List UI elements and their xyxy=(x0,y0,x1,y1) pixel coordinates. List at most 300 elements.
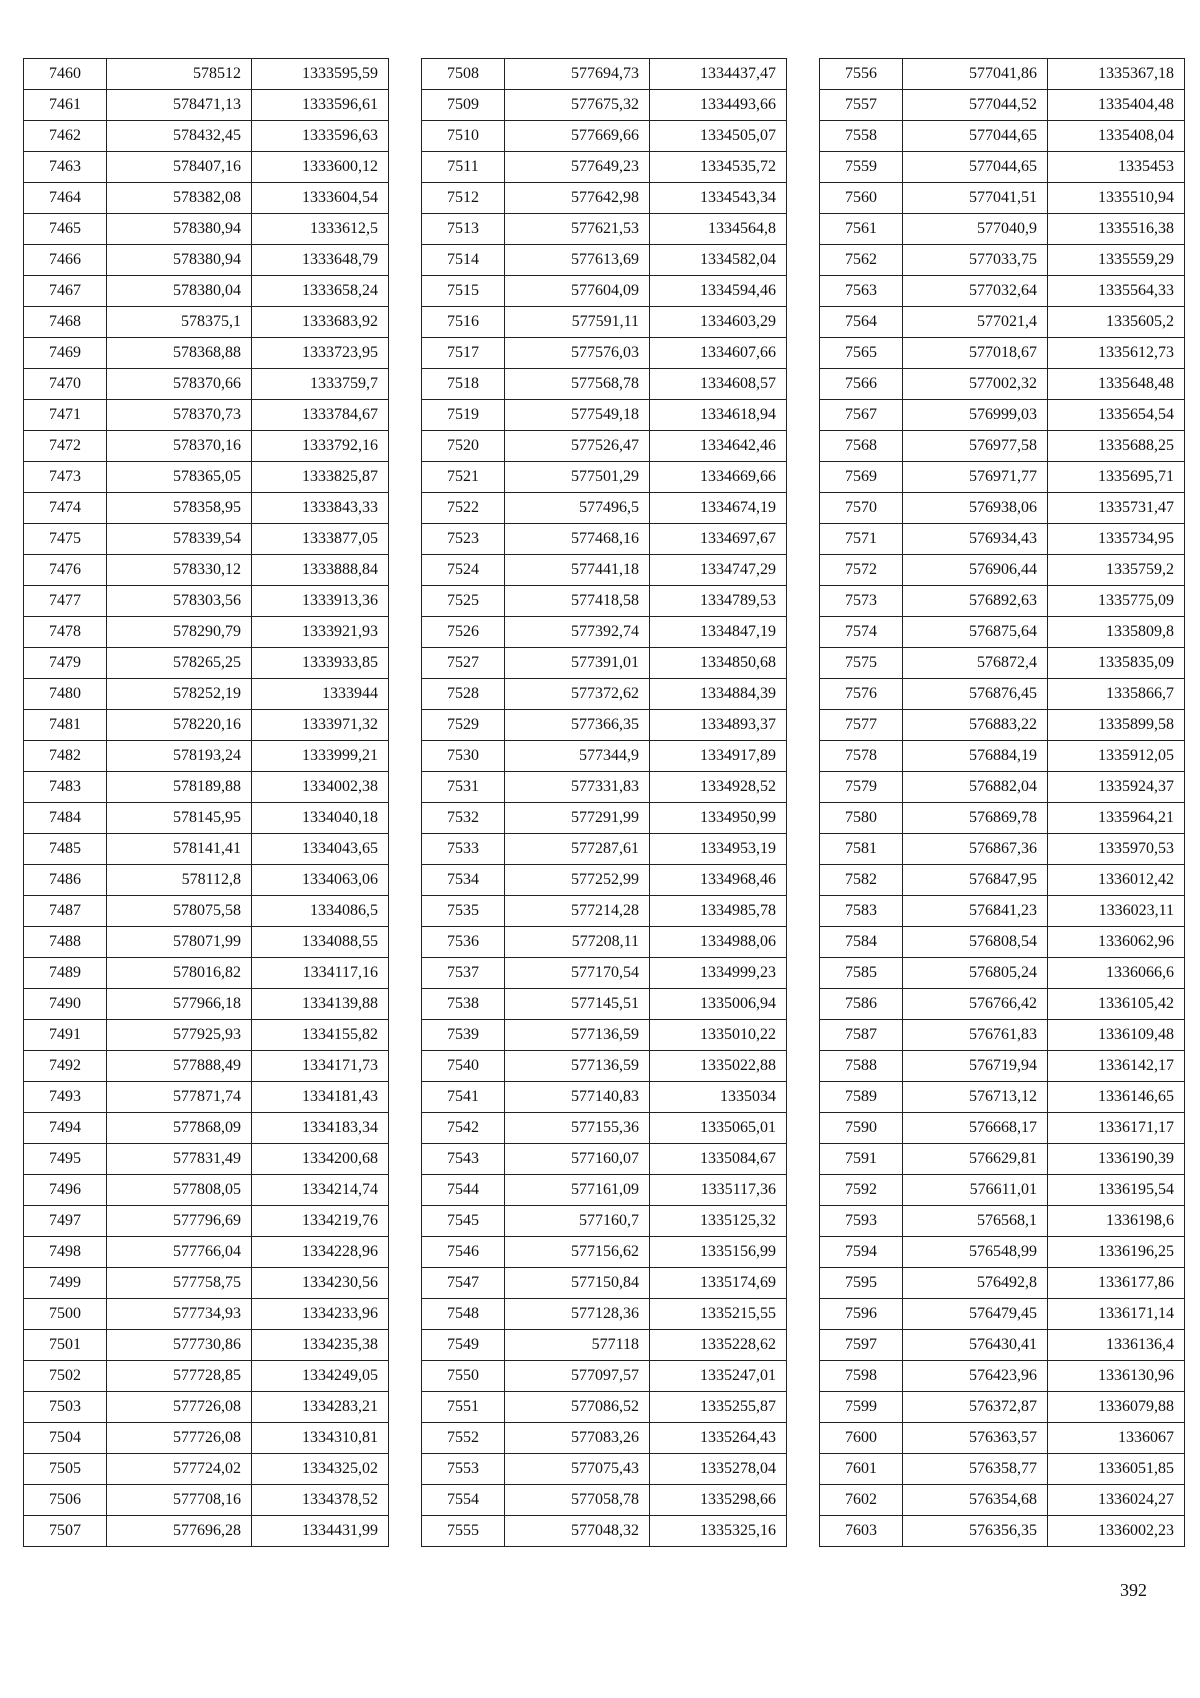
table-row xyxy=(820,1299,1185,1330)
x-coordinate-cell: 576423,96 xyxy=(903,1361,1048,1392)
y-coordinate-cell: 1335298,66 xyxy=(650,1485,787,1516)
x-coordinate-cell: 577136,59 xyxy=(505,1020,650,1051)
x-coordinate-cell: 577966,18 xyxy=(107,989,252,1020)
x-coordinate-cell: 578303,56 xyxy=(107,586,252,617)
table-row xyxy=(24,617,389,648)
x-coordinate-cell: 577549,18 xyxy=(505,400,650,431)
x-coordinate-cell: 576766,42 xyxy=(903,989,1048,1020)
table-row xyxy=(422,338,787,369)
table-row xyxy=(422,927,787,958)
y-coordinate-cell: 1333888,84 xyxy=(252,555,389,586)
y-coordinate-cell: 1335174,69 xyxy=(650,1268,787,1299)
table-row xyxy=(422,1113,787,1144)
point-number-cell: 7594 xyxy=(820,1237,903,1268)
point-number-cell: 7481 xyxy=(24,710,107,741)
x-coordinate-cell: 577018,67 xyxy=(903,338,1048,369)
y-coordinate-cell: 1334884,39 xyxy=(650,679,787,710)
y-coordinate-cell: 1333843,33 xyxy=(252,493,389,524)
point-number-cell: 7552 xyxy=(422,1423,505,1454)
point-number-cell: 7566 xyxy=(820,369,903,400)
table-row xyxy=(24,369,389,400)
y-coordinate-cell: 1335453 xyxy=(1048,152,1185,183)
point-number-cell: 7571 xyxy=(820,524,903,555)
x-coordinate-cell: 577621,53 xyxy=(505,214,650,245)
table-row xyxy=(422,1299,787,1330)
table-row xyxy=(422,958,787,989)
y-coordinate-cell: 1335215,55 xyxy=(650,1299,787,1330)
y-coordinate-cell: 1335367,18 xyxy=(1048,59,1185,90)
y-coordinate-cell: 1334950,99 xyxy=(650,803,787,834)
y-coordinate-cell: 1335648,48 xyxy=(1048,369,1185,400)
x-coordinate-cell: 578380,04 xyxy=(107,276,252,307)
table-row xyxy=(422,1020,787,1051)
table-row xyxy=(24,1268,389,1299)
x-coordinate-cell: 576372,87 xyxy=(903,1392,1048,1423)
point-number-cell: 7530 xyxy=(422,741,505,772)
table-row xyxy=(422,276,787,307)
point-number-cell: 7586 xyxy=(820,989,903,1020)
y-coordinate-cell: 1334088,55 xyxy=(252,927,389,958)
y-coordinate-cell: 1336130,96 xyxy=(1048,1361,1185,1392)
x-coordinate-cell: 576971,77 xyxy=(903,462,1048,493)
y-coordinate-cell: 1334747,29 xyxy=(650,555,787,586)
point-number-cell: 7535 xyxy=(422,896,505,927)
point-number-cell: 7518 xyxy=(422,369,505,400)
x-coordinate-cell: 578471,13 xyxy=(107,90,252,121)
y-coordinate-cell: 1336196,25 xyxy=(1048,1237,1185,1268)
x-coordinate-cell: 576719,94 xyxy=(903,1051,1048,1082)
table-row xyxy=(820,1051,1185,1082)
table-row xyxy=(24,772,389,803)
table-row xyxy=(422,1454,787,1485)
point-number-cell: 7570 xyxy=(820,493,903,524)
y-coordinate-cell: 1334063,06 xyxy=(252,865,389,896)
y-coordinate-cell: 1334674,19 xyxy=(650,493,787,524)
y-coordinate-cell: 1334543,34 xyxy=(650,183,787,214)
table-row xyxy=(820,958,1185,989)
point-number-cell: 7534 xyxy=(422,865,505,896)
table-row xyxy=(422,648,787,679)
y-coordinate-cell: 1334985,78 xyxy=(650,896,787,927)
x-coordinate-cell: 577734,93 xyxy=(107,1299,252,1330)
x-coordinate-cell: 578189,88 xyxy=(107,772,252,803)
table-row xyxy=(24,1299,389,1330)
x-coordinate-cell: 578407,16 xyxy=(107,152,252,183)
x-coordinate-cell: 576358,77 xyxy=(903,1454,1048,1485)
x-coordinate-cell: 577291,99 xyxy=(505,803,650,834)
point-number-cell: 7472 xyxy=(24,431,107,462)
point-number-cell: 7513 xyxy=(422,214,505,245)
table-row xyxy=(422,803,787,834)
table-row xyxy=(422,1361,787,1392)
y-coordinate-cell: 1335117,36 xyxy=(650,1175,787,1206)
point-number-cell: 7471 xyxy=(24,400,107,431)
x-coordinate-cell: 578220,16 xyxy=(107,710,252,741)
table-row xyxy=(820,1144,1185,1175)
point-number-cell: 7474 xyxy=(24,493,107,524)
y-coordinate-cell: 1334200,68 xyxy=(252,1144,389,1175)
table-row xyxy=(24,1485,389,1516)
point-number-cell: 7575 xyxy=(820,648,903,679)
coordinates-table-2 xyxy=(421,58,787,1547)
x-coordinate-cell: 578358,95 xyxy=(107,493,252,524)
x-coordinate-cell: 578368,88 xyxy=(107,338,252,369)
point-number-cell: 7558 xyxy=(820,121,903,152)
point-number-cell: 7477 xyxy=(24,586,107,617)
x-coordinate-cell: 576808,54 xyxy=(903,927,1048,958)
x-coordinate-cell: 578141,41 xyxy=(107,834,252,865)
y-coordinate-cell: 1334564,8 xyxy=(650,214,787,245)
x-coordinate-cell: 577766,04 xyxy=(107,1237,252,1268)
point-number-cell: 7595 xyxy=(820,1268,903,1299)
table-row xyxy=(820,276,1185,307)
x-coordinate-cell: 577796,69 xyxy=(107,1206,252,1237)
y-coordinate-cell: 1333596,61 xyxy=(252,90,389,121)
table-row xyxy=(422,865,787,896)
point-number-cell: 7528 xyxy=(422,679,505,710)
x-coordinate-cell: 577252,99 xyxy=(505,865,650,896)
table-row xyxy=(24,989,389,1020)
table-row xyxy=(24,1175,389,1206)
table-row xyxy=(422,586,787,617)
table-row xyxy=(24,1423,389,1454)
y-coordinate-cell: 1335010,22 xyxy=(650,1020,787,1051)
table-row xyxy=(422,1485,787,1516)
table-row xyxy=(820,1361,1185,1392)
x-coordinate-cell: 578339,54 xyxy=(107,524,252,555)
x-coordinate-cell: 578365,05 xyxy=(107,462,252,493)
x-coordinate-cell: 576847,95 xyxy=(903,865,1048,896)
table-row xyxy=(24,1392,389,1423)
x-coordinate-cell: 576430,41 xyxy=(903,1330,1048,1361)
y-coordinate-cell: 1334642,46 xyxy=(650,431,787,462)
table-row xyxy=(24,1020,389,1051)
table-row xyxy=(422,493,787,524)
x-coordinate-cell: 576892,63 xyxy=(903,586,1048,617)
x-coordinate-cell: 578112,8 xyxy=(107,865,252,896)
x-coordinate-cell: 578380,94 xyxy=(107,214,252,245)
y-coordinate-cell: 1336190,39 xyxy=(1048,1144,1185,1175)
x-coordinate-cell: 577208,11 xyxy=(505,927,650,958)
y-coordinate-cell: 1333596,63 xyxy=(252,121,389,152)
y-coordinate-cell: 1334155,82 xyxy=(252,1020,389,1051)
y-coordinate-cell: 1333877,05 xyxy=(252,524,389,555)
point-number-cell: 7508 xyxy=(422,59,505,90)
table-row xyxy=(24,865,389,896)
y-coordinate-cell: 1335255,87 xyxy=(650,1392,787,1423)
table-row xyxy=(422,1268,787,1299)
table-row xyxy=(422,989,787,1020)
x-coordinate-cell: 576713,12 xyxy=(903,1082,1048,1113)
point-number-cell: 7514 xyxy=(422,245,505,276)
table-row xyxy=(24,927,389,958)
y-coordinate-cell: 1335516,38 xyxy=(1048,214,1185,245)
y-coordinate-cell: 1334378,52 xyxy=(252,1485,389,1516)
point-number-cell: 7564 xyxy=(820,307,903,338)
point-number-cell: 7560 xyxy=(820,183,903,214)
x-coordinate-cell: 576869,78 xyxy=(903,803,1048,834)
point-number-cell: 7512 xyxy=(422,183,505,214)
point-number-cell: 7464 xyxy=(24,183,107,214)
point-number-cell: 7486 xyxy=(24,865,107,896)
y-coordinate-cell: 1334233,96 xyxy=(252,1299,389,1330)
x-coordinate-cell: 577724,02 xyxy=(107,1454,252,1485)
x-coordinate-cell: 576805,24 xyxy=(903,958,1048,989)
y-coordinate-cell: 1334594,46 xyxy=(650,276,787,307)
y-coordinate-cell: 1334235,38 xyxy=(252,1330,389,1361)
table-row xyxy=(820,1237,1185,1268)
x-coordinate-cell: 577642,98 xyxy=(505,183,650,214)
point-number-cell: 7582 xyxy=(820,865,903,896)
y-coordinate-cell: 1336198,6 xyxy=(1048,1206,1185,1237)
table-row xyxy=(422,1175,787,1206)
point-number-cell: 7554 xyxy=(422,1485,505,1516)
x-coordinate-cell: 578382,08 xyxy=(107,183,252,214)
table-row xyxy=(820,927,1185,958)
y-coordinate-cell: 1334505,07 xyxy=(650,121,787,152)
x-coordinate-cell: 576668,17 xyxy=(903,1113,1048,1144)
x-coordinate-cell: 576363,57 xyxy=(903,1423,1048,1454)
y-coordinate-cell: 1334219,76 xyxy=(252,1206,389,1237)
table-row xyxy=(820,152,1185,183)
y-coordinate-cell: 1336109,48 xyxy=(1048,1020,1185,1051)
point-number-cell: 7567 xyxy=(820,400,903,431)
table-row xyxy=(422,1051,787,1082)
point-number-cell: 7602 xyxy=(820,1485,903,1516)
point-number-cell: 7498 xyxy=(24,1237,107,1268)
point-number-cell: 7476 xyxy=(24,555,107,586)
x-coordinate-cell: 576548,99 xyxy=(903,1237,1048,1268)
x-coordinate-cell: 577526,47 xyxy=(505,431,650,462)
x-coordinate-cell: 577613,69 xyxy=(505,245,650,276)
y-coordinate-cell: 1334928,52 xyxy=(650,772,787,803)
point-number-cell: 7601 xyxy=(820,1454,903,1485)
point-number-cell: 7467 xyxy=(24,276,107,307)
point-number-cell: 7494 xyxy=(24,1113,107,1144)
x-coordinate-cell: 577002,32 xyxy=(903,369,1048,400)
x-coordinate-cell: 578370,66 xyxy=(107,369,252,400)
table-row xyxy=(24,1237,389,1268)
point-number-cell: 7510 xyxy=(422,121,505,152)
table-row xyxy=(24,586,389,617)
table-row xyxy=(422,369,787,400)
y-coordinate-cell: 1334493,66 xyxy=(650,90,787,121)
point-number-cell: 7469 xyxy=(24,338,107,369)
table-row xyxy=(24,1082,389,1113)
x-coordinate-cell: 577044,65 xyxy=(903,152,1048,183)
point-number-cell: 7561 xyxy=(820,214,903,245)
x-coordinate-cell: 576882,04 xyxy=(903,772,1048,803)
x-coordinate-cell: 577048,32 xyxy=(505,1516,650,1547)
point-number-cell: 7539 xyxy=(422,1020,505,1051)
point-number-cell: 7531 xyxy=(422,772,505,803)
table-row xyxy=(24,1330,389,1361)
y-coordinate-cell: 1333612,5 xyxy=(252,214,389,245)
y-coordinate-cell: 1335510,94 xyxy=(1048,183,1185,214)
y-coordinate-cell: 1333971,32 xyxy=(252,710,389,741)
y-coordinate-cell: 1333999,21 xyxy=(252,741,389,772)
x-coordinate-cell: 578016,82 xyxy=(107,958,252,989)
point-number-cell: 7517 xyxy=(422,338,505,369)
table-row xyxy=(422,121,787,152)
table-row xyxy=(422,1237,787,1268)
y-coordinate-cell: 1335084,67 xyxy=(650,1144,787,1175)
x-coordinate-cell: 577033,75 xyxy=(903,245,1048,276)
point-number-cell: 7493 xyxy=(24,1082,107,1113)
x-coordinate-cell: 577591,11 xyxy=(505,307,650,338)
table-row xyxy=(820,400,1185,431)
y-coordinate-cell: 1335408,04 xyxy=(1048,121,1185,152)
table-row xyxy=(24,462,389,493)
y-coordinate-cell: 1336066,6 xyxy=(1048,958,1185,989)
x-coordinate-cell: 577287,61 xyxy=(505,834,650,865)
table-row xyxy=(820,648,1185,679)
table-row xyxy=(422,896,787,927)
point-number-cell: 7581 xyxy=(820,834,903,865)
table-row xyxy=(24,431,389,462)
y-coordinate-cell: 1335125,32 xyxy=(650,1206,787,1237)
table-row xyxy=(422,307,787,338)
table-row xyxy=(820,834,1185,865)
x-coordinate-cell: 577136,59 xyxy=(505,1051,650,1082)
table-row xyxy=(422,1082,787,1113)
x-coordinate-cell: 577888,49 xyxy=(107,1051,252,1082)
x-coordinate-cell: 577728,85 xyxy=(107,1361,252,1392)
y-coordinate-cell: 1334283,21 xyxy=(252,1392,389,1423)
table-row xyxy=(422,679,787,710)
y-coordinate-cell: 1333759,7 xyxy=(252,369,389,400)
table-row xyxy=(820,431,1185,462)
table-row xyxy=(422,1206,787,1237)
point-number-cell: 7583 xyxy=(820,896,903,927)
point-number-cell: 7492 xyxy=(24,1051,107,1082)
point-number-cell: 7466 xyxy=(24,245,107,276)
y-coordinate-cell: 1333784,67 xyxy=(252,400,389,431)
point-number-cell: 7547 xyxy=(422,1268,505,1299)
x-coordinate-cell: 576876,45 xyxy=(903,679,1048,710)
x-coordinate-cell: 578370,16 xyxy=(107,431,252,462)
point-number-cell: 7484 xyxy=(24,803,107,834)
point-number-cell: 7522 xyxy=(422,493,505,524)
y-coordinate-cell: 1333825,87 xyxy=(252,462,389,493)
table-row xyxy=(422,741,787,772)
x-coordinate-cell: 576479,45 xyxy=(903,1299,1048,1330)
table-row xyxy=(820,989,1185,1020)
table-row xyxy=(820,1392,1185,1423)
y-coordinate-cell: 1335866,7 xyxy=(1048,679,1185,710)
x-coordinate-cell: 576568,1 xyxy=(903,1206,1048,1237)
table-row xyxy=(24,90,389,121)
point-number-cell: 7548 xyxy=(422,1299,505,1330)
point-number-cell: 7485 xyxy=(24,834,107,865)
table-row xyxy=(820,1485,1185,1516)
x-coordinate-cell: 577214,28 xyxy=(505,896,650,927)
table-row xyxy=(820,1113,1185,1144)
table-row xyxy=(820,121,1185,152)
x-coordinate-cell: 576999,03 xyxy=(903,400,1048,431)
point-number-cell: 7551 xyxy=(422,1392,505,1423)
y-coordinate-cell: 1335247,01 xyxy=(650,1361,787,1392)
y-coordinate-cell: 1333648,79 xyxy=(252,245,389,276)
y-coordinate-cell: 1333604,54 xyxy=(252,183,389,214)
table-row xyxy=(24,400,389,431)
table-row xyxy=(820,710,1185,741)
y-coordinate-cell: 1333921,93 xyxy=(252,617,389,648)
table-row xyxy=(24,710,389,741)
point-number-cell: 7460 xyxy=(24,59,107,90)
x-coordinate-cell: 577696,28 xyxy=(107,1516,252,1547)
point-number-cell: 7579 xyxy=(820,772,903,803)
x-coordinate-cell: 576761,83 xyxy=(903,1020,1048,1051)
x-coordinate-cell: 577156,62 xyxy=(505,1237,650,1268)
table-row xyxy=(422,1423,787,1454)
y-coordinate-cell: 1334086,5 xyxy=(252,896,389,927)
x-coordinate-cell: 576867,36 xyxy=(903,834,1048,865)
y-coordinate-cell: 1334582,04 xyxy=(650,245,787,276)
table-row xyxy=(820,1454,1185,1485)
point-number-cell: 7509 xyxy=(422,90,505,121)
x-coordinate-cell: 578071,99 xyxy=(107,927,252,958)
x-coordinate-cell: 577155,36 xyxy=(505,1113,650,1144)
point-number-cell: 7487 xyxy=(24,896,107,927)
y-coordinate-cell: 1336146,65 xyxy=(1048,1082,1185,1113)
y-coordinate-cell: 1336195,54 xyxy=(1048,1175,1185,1206)
point-number-cell: 7543 xyxy=(422,1144,505,1175)
y-coordinate-cell: 1335325,16 xyxy=(650,1516,787,1547)
y-coordinate-cell: 1336171,14 xyxy=(1048,1299,1185,1330)
table-row xyxy=(820,586,1185,617)
point-number-cell: 7501 xyxy=(24,1330,107,1361)
table-row xyxy=(820,59,1185,90)
point-number-cell: 7515 xyxy=(422,276,505,307)
y-coordinate-cell: 1335404,48 xyxy=(1048,90,1185,121)
y-coordinate-cell: 1335278,04 xyxy=(650,1454,787,1485)
x-coordinate-cell: 577083,26 xyxy=(505,1423,650,1454)
point-number-cell: 7557 xyxy=(820,90,903,121)
x-coordinate-cell: 577468,16 xyxy=(505,524,650,555)
table-row xyxy=(24,896,389,927)
point-number-cell: 7588 xyxy=(820,1051,903,1082)
y-coordinate-cell: 1335970,53 xyxy=(1048,834,1185,865)
table-row xyxy=(422,1144,787,1175)
point-number-cell: 7495 xyxy=(24,1144,107,1175)
point-number-cell: 7524 xyxy=(422,555,505,586)
y-coordinate-cell: 1333600,12 xyxy=(252,152,389,183)
x-coordinate-cell: 576934,43 xyxy=(903,524,1048,555)
table-row xyxy=(24,648,389,679)
y-coordinate-cell: 1334968,46 xyxy=(650,865,787,896)
y-coordinate-cell: 1335964,21 xyxy=(1048,803,1185,834)
y-coordinate-cell: 1333913,36 xyxy=(252,586,389,617)
point-number-cell: 7600 xyxy=(820,1423,903,1454)
table-row xyxy=(820,803,1185,834)
table-row xyxy=(820,865,1185,896)
table-row xyxy=(422,524,787,555)
table-row xyxy=(820,214,1185,245)
x-coordinate-cell: 578290,79 xyxy=(107,617,252,648)
point-number-cell: 7568 xyxy=(820,431,903,462)
point-number-cell: 7483 xyxy=(24,772,107,803)
y-coordinate-cell: 1334117,16 xyxy=(252,958,389,989)
point-number-cell: 7465 xyxy=(24,214,107,245)
coordinates-table-1 xyxy=(23,58,389,1547)
y-coordinate-cell: 1334249,05 xyxy=(252,1361,389,1392)
point-number-cell: 7520 xyxy=(422,431,505,462)
x-coordinate-cell: 576884,19 xyxy=(903,741,1048,772)
table-row xyxy=(820,772,1185,803)
y-coordinate-cell: 1336002,23 xyxy=(1048,1516,1185,1547)
point-number-cell: 7603 xyxy=(820,1516,903,1547)
